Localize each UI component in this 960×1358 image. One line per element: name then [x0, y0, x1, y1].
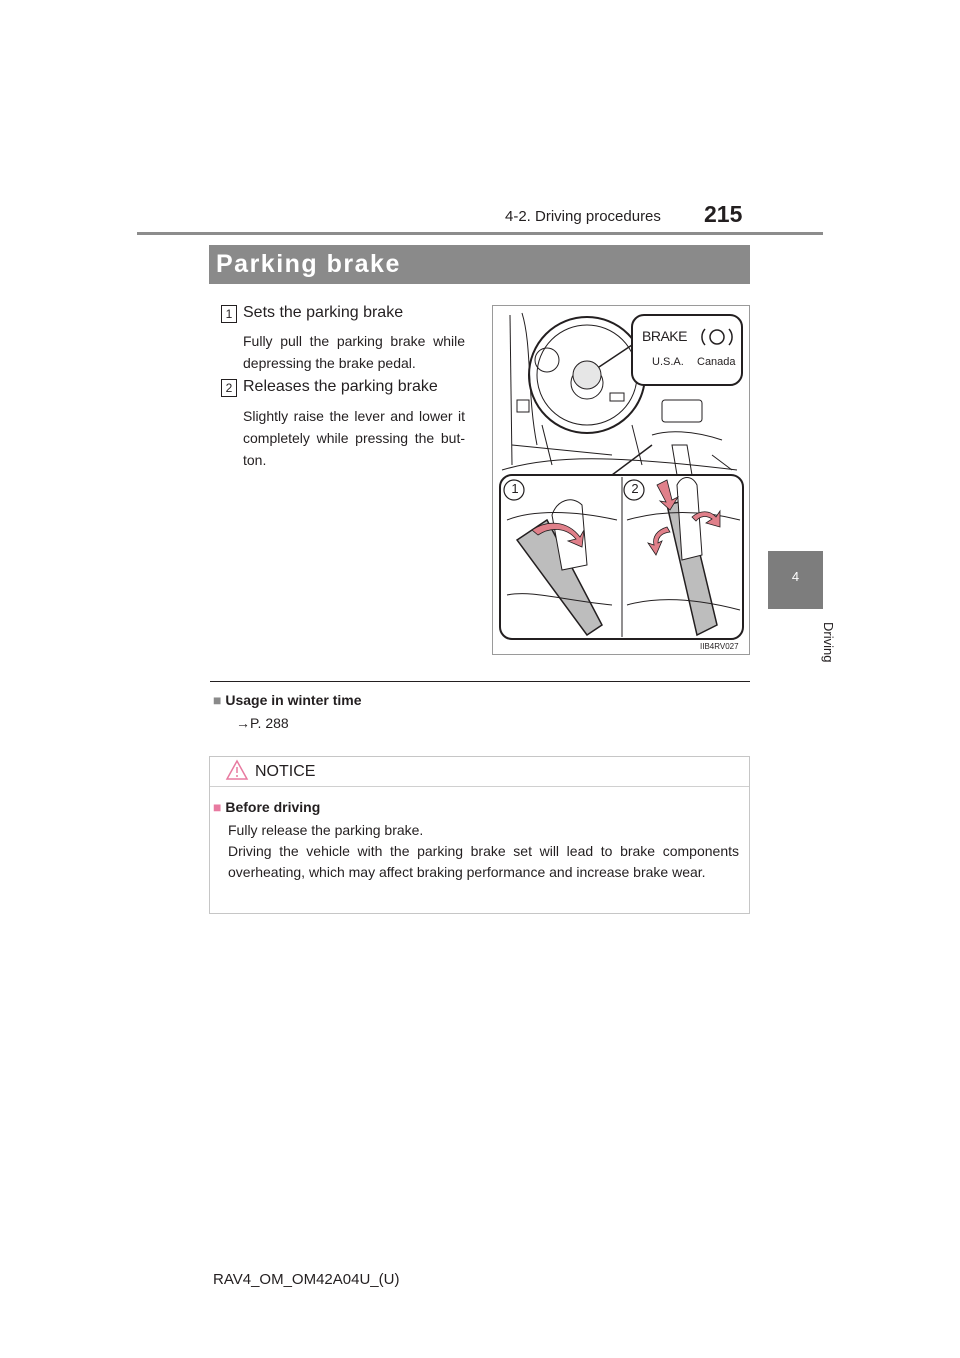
step-2-title: Releases the parking brake — [243, 378, 438, 395]
usage-reference — [236, 715, 289, 731]
step-1-description: Fully pull the parking brake while depressing the brake pedal. — [243, 333, 465, 371]
usage-bullet: ■ — [213, 692, 222, 708]
section-divider — [210, 681, 750, 682]
callout-region-usa: U.S.A. — [652, 356, 684, 368]
header-divider — [137, 232, 823, 235]
figure-panel-2-number: 2 — [631, 481, 639, 496]
notice-label: NOTICE — [255, 763, 316, 780]
step-1-title: Sets the parking brake — [243, 304, 404, 321]
page-title: Parking brake — [216, 250, 401, 278]
step-1-number: 1 — [221, 305, 237, 323]
section-heading: 4-2. Driving procedures — [505, 208, 661, 225]
usage-title: Usage in winter time — [225, 692, 362, 708]
step-2-description: Slightly raise the lever and lower it completely while pressing the but-ton. — [243, 408, 465, 468]
chapter-label-text: Driving — [821, 621, 836, 663]
chapter-label — [756, 622, 836, 662]
step-2-number: 2 — [221, 379, 237, 397]
callout-brake-word: BRAKE — [642, 328, 687, 344]
document-code-footer: RAV4_OM_OM42A04U_(U) — [213, 1271, 400, 1288]
notice-line-1: Fully release the parking brake. — [228, 822, 424, 838]
notice-body — [228, 820, 739, 883]
callout-region-canada: Canada — [697, 356, 736, 368]
notice-bullet: ■ — [213, 799, 222, 815]
page-number: 215 — [704, 201, 743, 227]
notice-subheading — [213, 799, 320, 815]
notice-subtitle: Before driving — [225, 799, 321, 815]
figure-code: IIB4RV027 — [700, 642, 739, 651]
warning-triangle-icon — [225, 759, 249, 781]
notice-divider — [210, 786, 749, 787]
chapter-number: 4 — [791, 569, 800, 584]
figure-panel-1-number: 1 — [511, 481, 519, 496]
notice-line-2: Driving the vehicle with the parking brake set will lead to brake components overheating, which may affect braking performance and increase brake wear. — [228, 843, 739, 880]
reference-page-link[interactable]: P. 288 — [250, 715, 289, 731]
usage-heading — [213, 692, 362, 708]
reference-arrow: → — [236, 715, 250, 731]
